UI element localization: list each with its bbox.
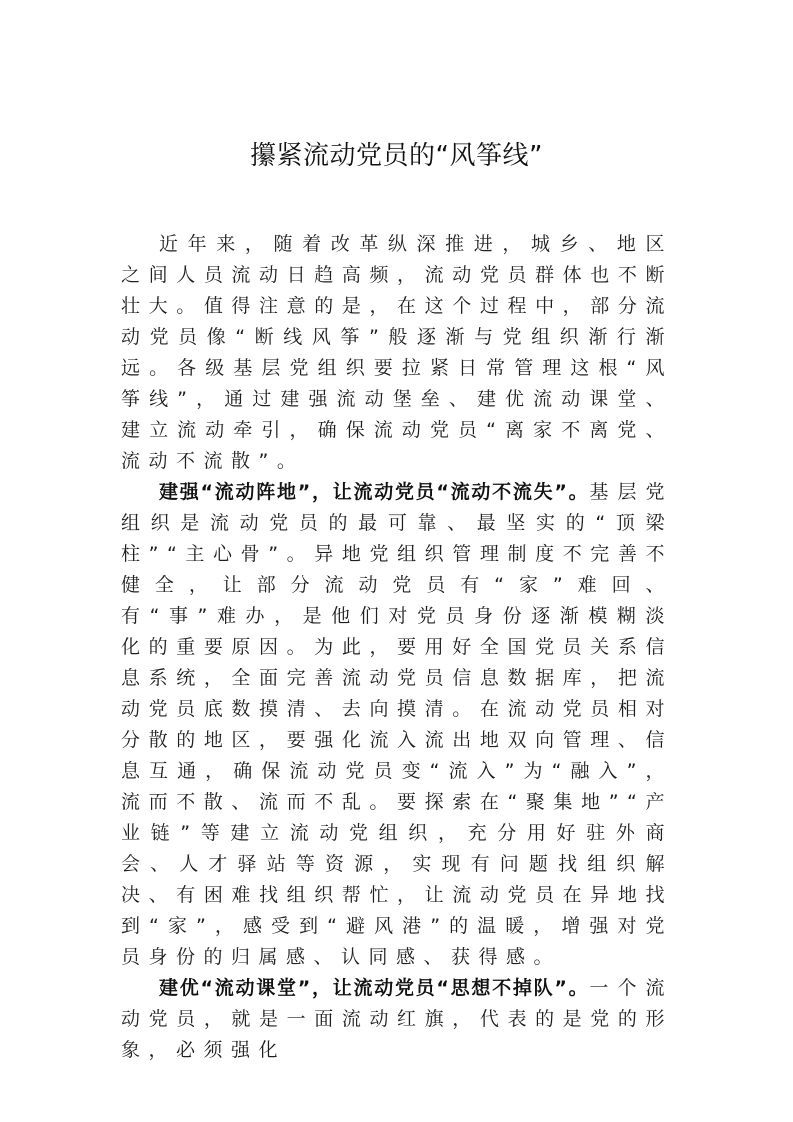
paragraph-text: 一个流动党员，就是一面流动红旗，代表的是党的形象，必须强化 [121, 977, 673, 1061]
document-title: 攥紧流动党员的“风筝线” [250, 141, 543, 171]
paragraph-flow-classroom [121, 973, 673, 1066]
paragraph-text: 近年来，随着改革纵深推进，城乡、地区之间人员流动日趋高频，流动党员群体也不断壮大。值得注意的是，在这个过程中，部分流动党员像“断线风筝”般逐渐与党组织渐行渐远。各级基层党组织要拉紧日常管理这根“风筝线”，通过建强流动堡垒、建优流动课堂、建立流动牵引，确保流动党员“离家不离党、流动不流散”。 [121, 233, 673, 472]
paragraph-lead: 建优“流动课堂”，让流动党员“思想不掉队”。 [159, 977, 590, 999]
paragraph-flow-position [121, 477, 673, 973]
paragraph-text: 基层党组织是流动党员的最可靠、最坚实的“顶梁柱”“主心骨”。异地党组织管理制度不完善不健全，让部分流动党员有“家”难回、有“事”难办，是他们对党员身份逐渐模糊淡化的重要原因。为此，要用好全国党员关系信息系统，全面完善流动党员信息数据库，把流动党员底数摸清、去向摸清。在流动党员相对分散的地区，要强化流入流出地双向管理、信息互通，确保流动党员变“流入”为“融入”，流而不散、流而不乱。要探索在“聚集地”“产业链”等建立流动党组织，充分用好驻外商会、人才驿站等资源，实现有问题找组织解决、有困难找组织帮忙，让流动党员在异地找到“家”，感受到“避风港”的温暖，增强对党员身份的归属感、认同感、获得感。 [121, 481, 673, 968]
paragraph-intro [121, 229, 673, 477]
paragraph-lead: 建强“流动阵地”，让流动党员“流动不流失”。 [159, 481, 590, 503]
document-body [121, 229, 673, 1066]
